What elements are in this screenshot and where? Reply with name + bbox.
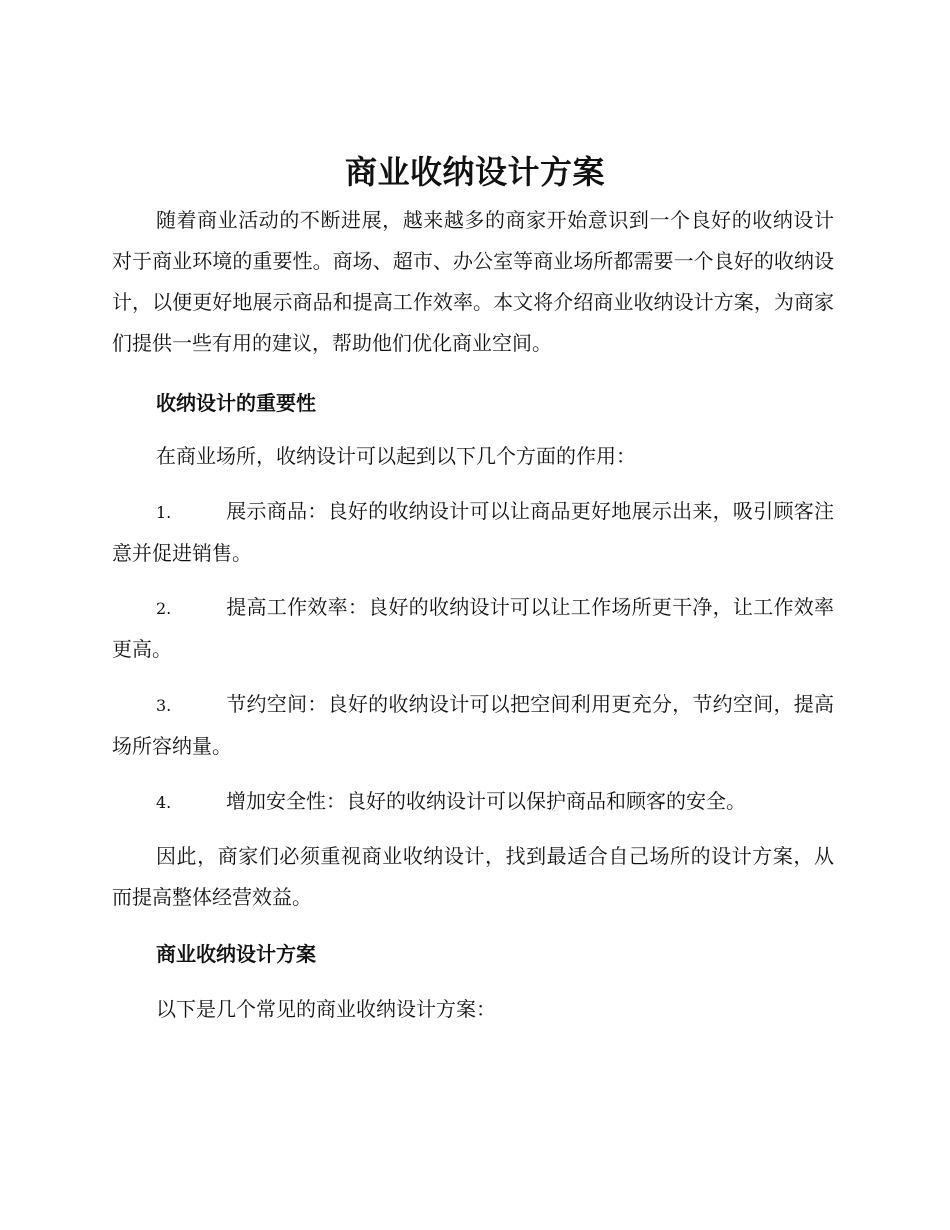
list-item	[112, 684, 834, 767]
section-heading-importance: 收纳设计的重要性	[156, 391, 316, 415]
list-item-number: 4.	[156, 793, 172, 812]
list-item	[112, 587, 834, 670]
section-lead-paragraph: 以下是几个常见的商业收纳设计方案：	[156, 997, 496, 1021]
list-item-text: 展示商品：良好的收纳设计可以让商品更好地展示出来，吸引顾客注意并促进销售。	[112, 499, 834, 565]
list-item-number: 2.	[156, 599, 172, 618]
document-title: 商业收纳设计方案	[344, 153, 605, 191]
list-item-number: 3.	[156, 696, 172, 715]
section-heading-plans: 商业收纳设计方案	[156, 942, 316, 966]
list-item-text: 增加安全性：良好的收纳设计可以保护商品和顾客的安全。	[226, 789, 746, 813]
conclusion-paragraph: 因此，商家们必须重视商业收纳设计，找到最适合自己场所的设计方案，从而提高整体经营效益。	[112, 844, 834, 909]
list-item-number: 1.	[156, 503, 172, 522]
list-item	[112, 781, 834, 823]
list-item	[112, 491, 834, 574]
list-item-text: 节约空间：良好的收纳设计可以把空间利用更充分，节约空间，提高场所容纳量。	[112, 692, 834, 758]
list-item-text: 提高工作效率：良好的收纳设计可以让工作场所更干净，让工作效率更高。	[112, 595, 834, 661]
section-lead-paragraph: 在商业场所，收纳设计可以起到以下几个方面的作用：	[156, 444, 636, 468]
intro-paragraph: 随着商业活动的不断进展，越来越多的商家开始意识到一个良好的收纳设计对于商业环境的重要性。商场、超市、办公室等商业场所都需要一个良好的收纳设计，以便更好地展示商品和提高工作效率。本文将介绍商业收纳设计方案，为商家们提供一些有用的建议，帮助他们优化商业空间。	[112, 208, 834, 355]
